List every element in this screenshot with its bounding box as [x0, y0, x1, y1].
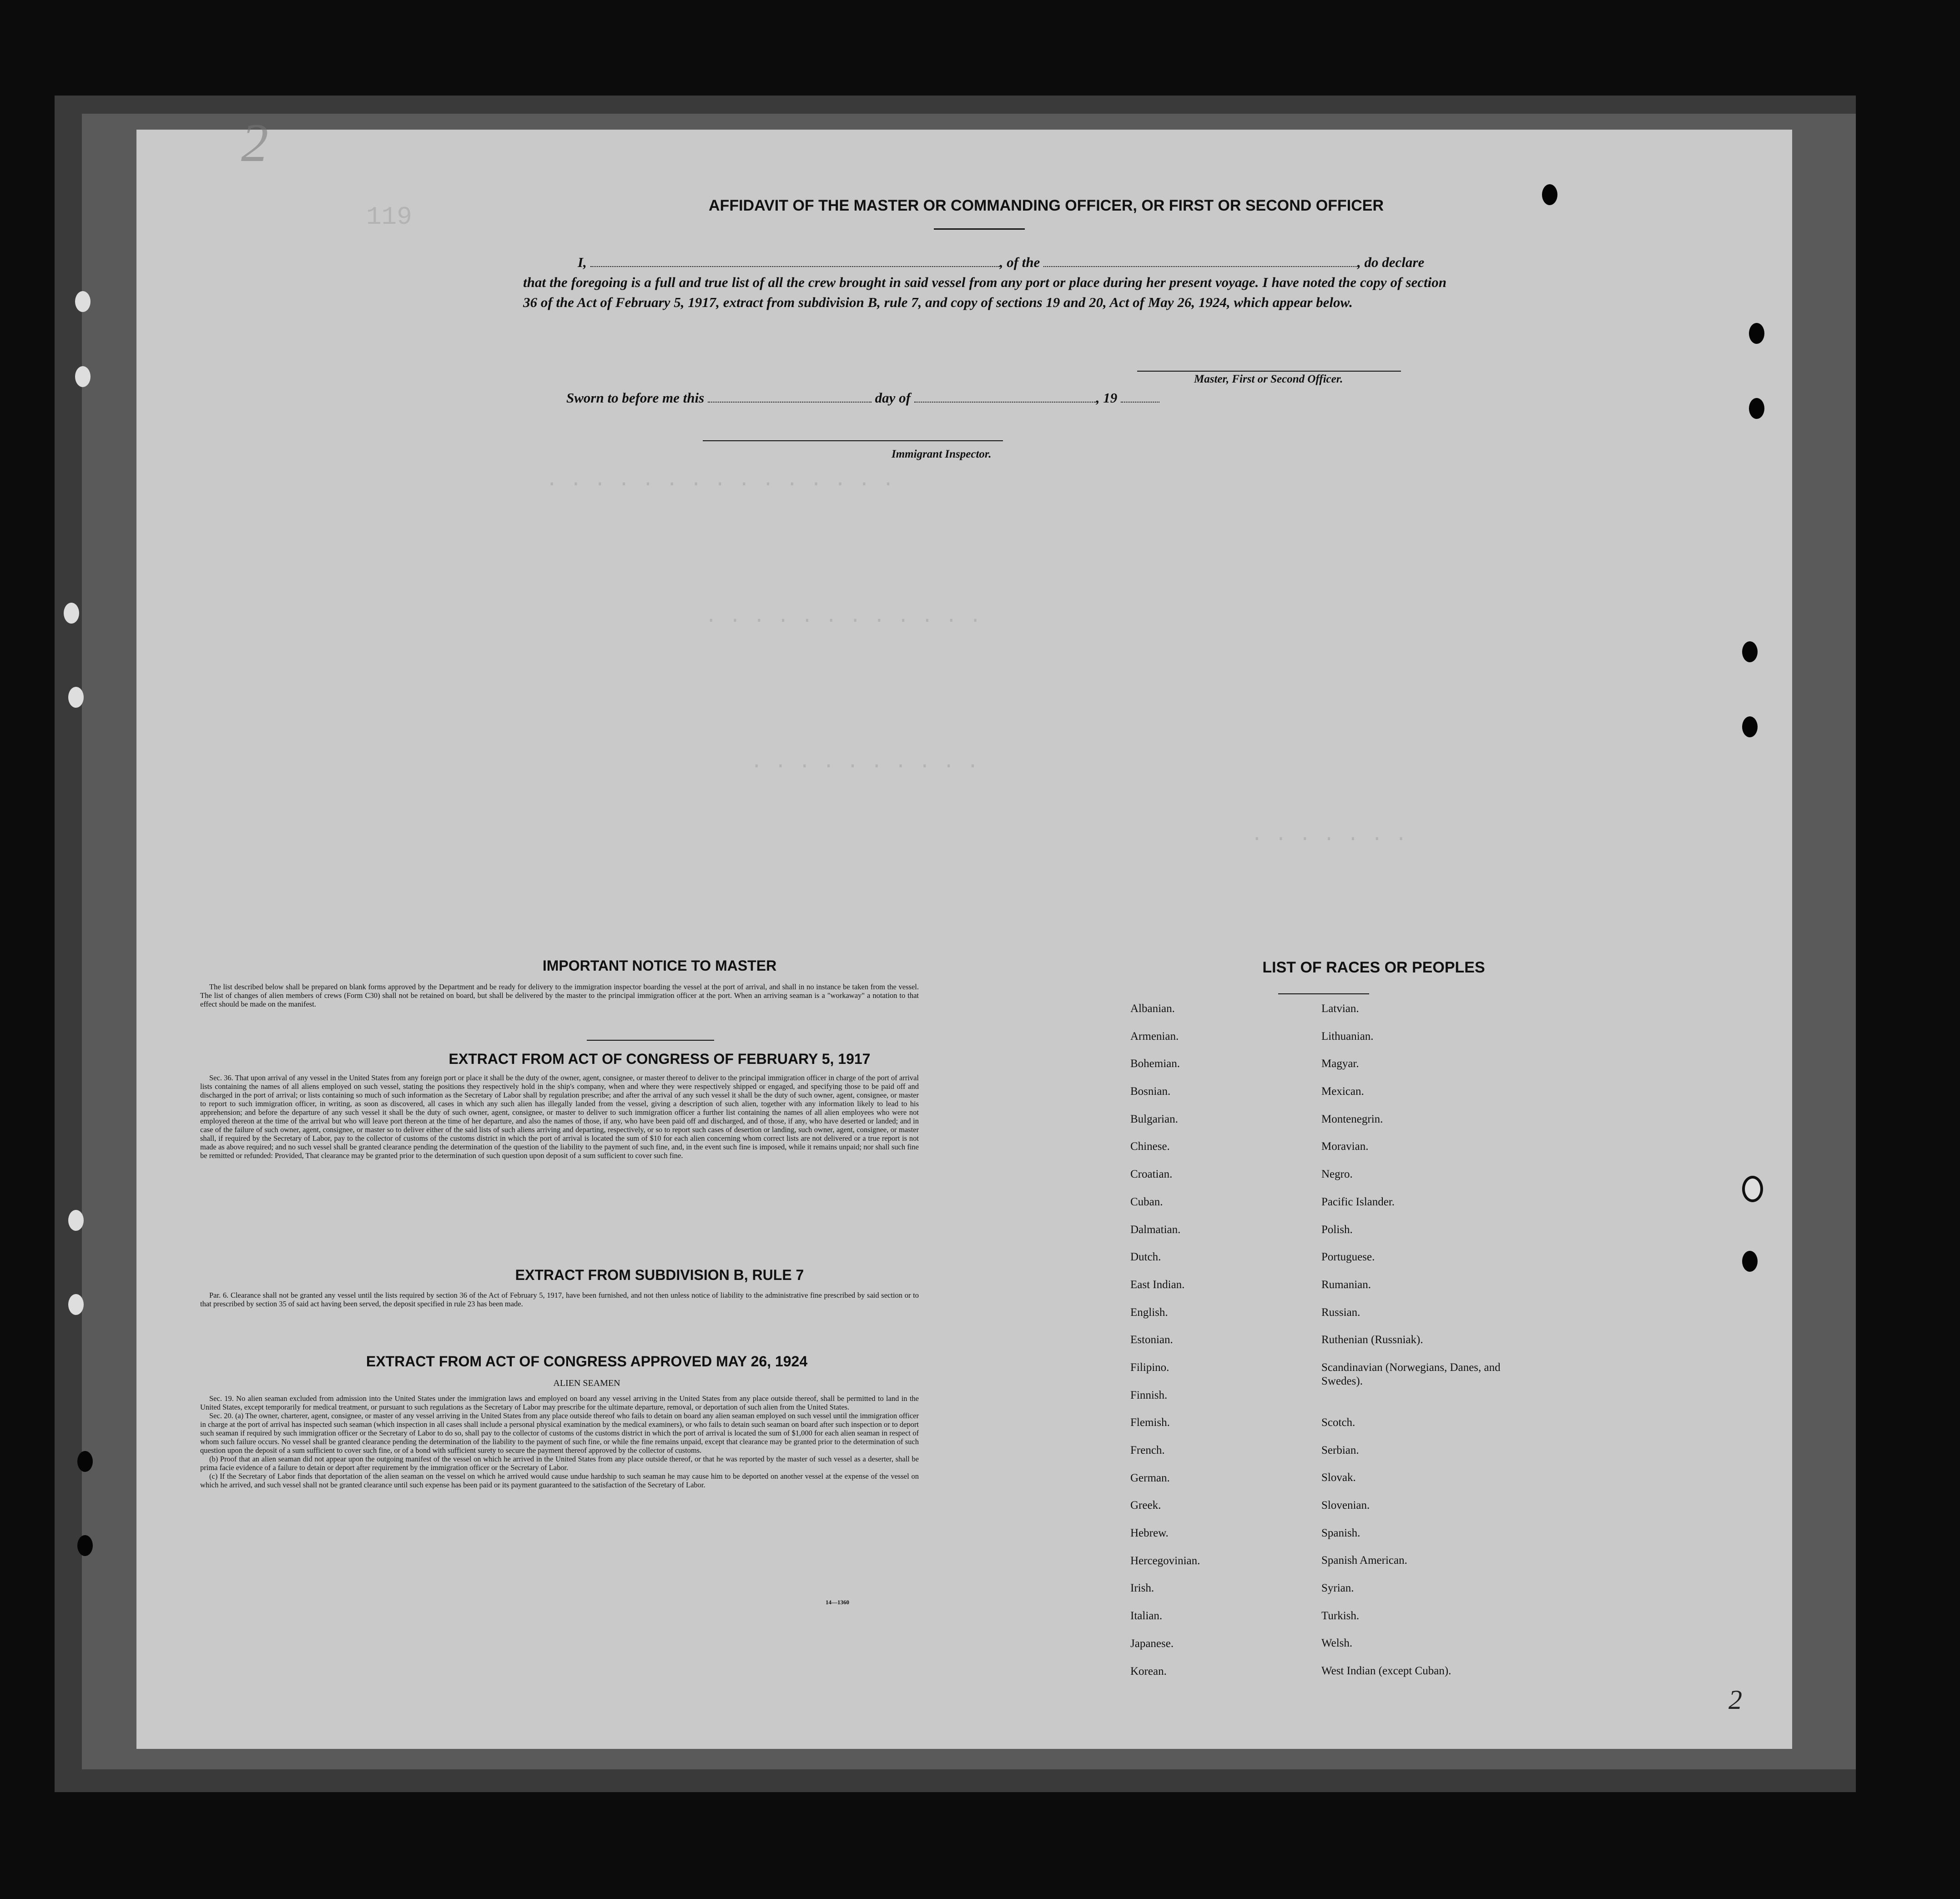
race-item: Polish.	[1321, 1223, 1353, 1236]
race-item: Portuguese.	[1321, 1251, 1375, 1264]
binder-hole	[1542, 184, 1557, 205]
race-item: Bulgarian.	[1130, 1113, 1178, 1125]
declarant-line	[523, 252, 1446, 272]
bleed-through-number: 119	[366, 202, 412, 232]
year-label: , 19	[1096, 390, 1118, 406]
race-item: Cuban.	[1130, 1195, 1163, 1208]
binder-hole	[1742, 641, 1758, 662]
race-item: Ruthenian (Russniak).	[1321, 1334, 1423, 1346]
binder-hole	[68, 1210, 84, 1231]
race-item: East Indian.	[1130, 1278, 1185, 1291]
race-item: Dalmatian.	[1130, 1223, 1181, 1236]
extract-1917-text: Sec. 36. That upon arrival of any vessel in the United States from any foreign port or place it shall be the duty of the owner, agent, consignee, or master thereof to deliver to the principal immigration officer in charge of the port of arrival lists containing the names of all aliens employed on such vessel, stating the positions they respectively hold in the ship's company, when and where they were respectively shipped or engaged, and specifying those to be paid off and discharged in the port of arrival; or lists containing so much of such information as the Secretary of Labor shall by regulation prescribe; and after the arrival of any such vessel it shall be the duty of such owner, agent, consignee, or master to report to such immigration officer, in writing, as soon as discovered, all cases in which any such alien has illegally landed from the vessel, giving a description of such alien, together with any information likely to lead to his apprehension; and before the departure of any such vessel it shall be the duty of such owner, agent, consignee, or master to deliver to such immigration officer a further list containing the names of all alien employees who were not employed thereon at the time of the arrival but who will leave port thereon at the time of her departure, and also the names of those, if any, who have been paid off and discharged, and of those, if any, who have deserted or landed; and in case of the failure of such owner, agent, consignee, or master so to deliver either of the said lists of such aliens arriving and departing, respectively, or so to report such cases of desertion or landing, such owner, agent, consignee, or master shall, if required by the Secretary of Labor, pay to the collector of customs of the customs district in which the port of arrival is located the sum of $10 for each alien concerning whom correct lists are not delivered or a true report is not made as above required; and no such vessel shall be granted clearance pending the determination of the question of the liability to the payment of such fine, and, in the event such fine is imposed, while it remains unpaid; nor shall such fine be remitted or refunded: Provided, That clearance may be granted prior to the determination of such question upon deposit of a sum sufficient to cover such fine.	[200, 1073, 919, 1160]
race-item: Albanian.	[1130, 1002, 1175, 1015]
day-of-label: day of	[875, 390, 911, 406]
race-item: Bohemian.	[1130, 1058, 1180, 1070]
race-item: Spanish American.	[1321, 1554, 1407, 1567]
sec20b-text: (b) Proof that an alien seaman did not appear upon the outgoing manifest of the vessel on which he arrived in the United States from any place outside thereof, or that he was reported by the master of such vessel as a deserter, shall be prima facie evidence of a failure to detain or deport after requirement by the immigration officer or the Secretary of Labor.	[200, 1455, 919, 1472]
race-item: Korean.	[1130, 1665, 1167, 1677]
race-item: Syrian.	[1321, 1582, 1354, 1595]
race-item: Negro.	[1321, 1168, 1353, 1181]
race-item: Estonian.	[1130, 1334, 1173, 1346]
race-item: Flemish.	[1130, 1416, 1170, 1429]
races-right-column	[1321, 1002, 1540, 1692]
sworn-line	[566, 390, 1159, 406]
bleed-through-row: · · · · · · ·	[1251, 828, 1407, 851]
races-underline	[1278, 993, 1369, 994]
race-item: Italian.	[1130, 1610, 1163, 1622]
sworn-label: Sworn to before me this	[566, 390, 705, 406]
race-item: Scandinavian (Norwegians, Danes, and Swedes).	[1321, 1361, 1501, 1387]
race-item: Slovenian.	[1321, 1499, 1370, 1511]
affidavit-body: that the foregoing is a full and true list of all the crew brought in said vessel from any port or place during her present voyage. I have noted the copy of section 36 of the Act of February 5, 1917, extract from subdivision B, rule 7, and copy of sections 19 and 20, Act of May 26, 1924, which appear below.	[523, 274, 1446, 310]
rule7-title: EXTRACT FROM SUBDIVISION B, RULE 7	[515, 1267, 804, 1283]
vessel-label: , of the	[999, 254, 1044, 270]
sworn-day-blank	[708, 402, 872, 403]
race-item: Japanese.	[1130, 1637, 1174, 1650]
vessel-blank	[1043, 266, 1357, 267]
extract-1924-title: EXTRACT FROM ACT OF CONGRESS APPROVED MAY 26, 1924	[366, 1353, 808, 1370]
race-item: Armenian.	[1130, 1030, 1179, 1043]
race-item: Croatian.	[1130, 1168, 1173, 1181]
binder-hole	[1742, 716, 1758, 737]
race-item: Rumanian.	[1321, 1278, 1371, 1291]
binder-hole	[1742, 1176, 1763, 1202]
race-item: Hebrew.	[1130, 1527, 1169, 1540]
race-item: Chinese.	[1130, 1140, 1170, 1153]
notice-text: The list described below shall be prepared on blank forms approved by the Department and be ready for delivery to the immigration inspector boarding the vessel at the port of arrival, and shall in no instance be taken from the vessel. The list of changes of alien members of crews (Form C30) shall not be retained on board, but shall be delivered by the master to the principal immigration officer at the port. When an arriving seaman is a "workaway" a notation to that effect should be made on the manifest.	[200, 982, 919, 1008]
bleed-through-row: · · · · · · · · · ·	[751, 755, 979, 778]
race-item: French.	[1130, 1444, 1165, 1456]
binder-hole	[1742, 1251, 1758, 1272]
binder-hole	[1749, 323, 1764, 344]
race-item: Irish.	[1130, 1582, 1154, 1595]
race-item: English.	[1130, 1306, 1168, 1319]
bleed-through-row: · · · · · · · · · · · ·	[705, 609, 982, 632]
race-item: German.	[1130, 1471, 1170, 1484]
binder-hole	[68, 687, 84, 708]
races-left-column	[1130, 1002, 1349, 1692]
race-item: Pacific Islander.	[1321, 1195, 1395, 1208]
sec20c-text: (c) If the Secretary of Labor finds that deportation of the alien seaman on the vessel on which he arrived would cause undue hardship to such seaman he may cause him to be deported on another vessel at the expense of the vessel on which he arrived, and such vessel shall not be granted clearance until such expense has been paid or its payment guaranteed to the satisfaction of the Secretary of Labor.	[200, 1472, 919, 1489]
inspector-label: Immigrant Inspector.	[892, 448, 992, 460]
master-signature-line	[1137, 371, 1401, 372]
sec20a-text: Sec. 20. (a) The owner, charterer, agent, consignee, or master of any vessel arriving in the United States from any place outside thereof who fails to detain on board any alien seaman employed on such vessel until the immigration officer in charge at the port of arrival has inspected such seaman (which inspection in all cases shall include a personal physical examination by the medical examiners), or who fails to detain such seaman on board after such inspection or to deport such seaman if required by such immigration officer or the Secretary of Labor to do so, shall pay to the collector of customs of the customs district in which the port of arrival is located the sum of $1,000 for each alien seaman in respect of whom such failure occurs. No vessel shall be granted clearance pending the determination of the liability to the payment of such fine, or while the fine remains unpaid, except that clearance may be granted prior to the determination of such question upon the deposit of a sum sufficient to cover such fine, or of a bond with sufficient surety to secure the payment thereof approved by the collector of customs.	[200, 1411, 919, 1455]
divider-rule	[587, 1040, 714, 1041]
race-item: Turkish.	[1321, 1609, 1360, 1622]
race-item: Moravian.	[1321, 1140, 1369, 1153]
race-item: Scotch.	[1321, 1416, 1355, 1429]
race-item: Bosnian.	[1130, 1085, 1171, 1098]
race-item: Welsh.	[1321, 1637, 1353, 1650]
title-underline	[934, 228, 1025, 230]
affidavit-title: AFFIDAVIT OF THE MASTER OR COMMANDING OFFICER, OR FIRST OR SECOND OFFICER	[709, 197, 1384, 214]
binder-hole	[77, 1451, 93, 1472]
race-item: Hercegovinian.	[1130, 1554, 1200, 1567]
rule7-text: Par. 6. Clearance shall not be granted any vessel until the lists required by section 36 of the Act of February 5, 1917, have been furnished, and not then unless notice of liability to the administrative fine prescribed by said section or to that prescribed by section 35 of said act having been served, the deposit specified in rule 23 has been made.	[200, 1291, 919, 1308]
race-item: Russian.	[1321, 1306, 1360, 1319]
race-item: Magyar.	[1321, 1058, 1359, 1070]
declare-label: , do declare	[1357, 254, 1425, 270]
form-code: 14—1360	[826, 1599, 849, 1606]
race-item: Latvian.	[1321, 1002, 1359, 1015]
race-item: Montenegrin.	[1321, 1113, 1383, 1125]
sworn-month-blank	[914, 402, 1096, 403]
binder-hole	[64, 603, 79, 624]
binder-hole	[1749, 398, 1764, 419]
declarant-blank	[590, 266, 1000, 267]
binder-hole	[75, 291, 91, 312]
race-item: Dutch.	[1130, 1251, 1161, 1264]
bleed-through-row: · · · · · · · · · · · · · · ·	[546, 473, 894, 496]
race-item: Spanish.	[1321, 1526, 1360, 1539]
binder-hole	[75, 366, 91, 387]
race-item: West Indian (except Cuban).	[1321, 1665, 1451, 1677]
binder-hole	[77, 1535, 93, 1556]
race-item: Slovak.	[1321, 1471, 1356, 1484]
race-item: Finnish.	[1130, 1389, 1168, 1401]
notice-title: IMPORTANT NOTICE TO MASTER	[542, 957, 777, 974]
race-item: Mexican.	[1321, 1085, 1364, 1098]
master-signature-label: Master, First or Second Officer.	[1194, 373, 1343, 385]
extract-1924-text	[200, 1394, 919, 1489]
sworn-year-blank	[1121, 402, 1159, 403]
declarant-label: I,	[578, 254, 590, 270]
sec19-text: Sec. 19. No alien seaman excluded from admission into the United States under the immigration laws and employed on board any vessel arriving in the United States from any place outside thereof, shall be permitted to land in the United States, except temporarily for medical treatment, or pursuant to such regulations as the Secretary of Labor may prescribe for the ultimate departure, removal, or deportation of such alien from the United States.	[200, 1394, 919, 1411]
affidavit-text	[523, 252, 1446, 312]
races-title: LIST OF RACES OR PEOPLES	[1262, 959, 1485, 976]
handwritten-page-number: 2	[1728, 1685, 1742, 1715]
manifest-page	[136, 112, 1792, 1749]
race-item: Filipino.	[1130, 1361, 1169, 1374]
bleed-through-handwriting: 2	[241, 112, 268, 173]
race-item: Greek.	[1130, 1499, 1161, 1512]
race-item: Lithuanian.	[1321, 1030, 1374, 1043]
binder-hole	[68, 1294, 84, 1315]
alien-seamen-subtitle: ALIEN SEAMEN	[553, 1378, 620, 1388]
extract-1917-title: EXTRACT FROM ACT OF CONGRESS OF FEBRUARY 5, 1917	[448, 1051, 871, 1067]
race-item: Serbian.	[1321, 1444, 1359, 1456]
inspector-signature-line	[703, 440, 1003, 441]
